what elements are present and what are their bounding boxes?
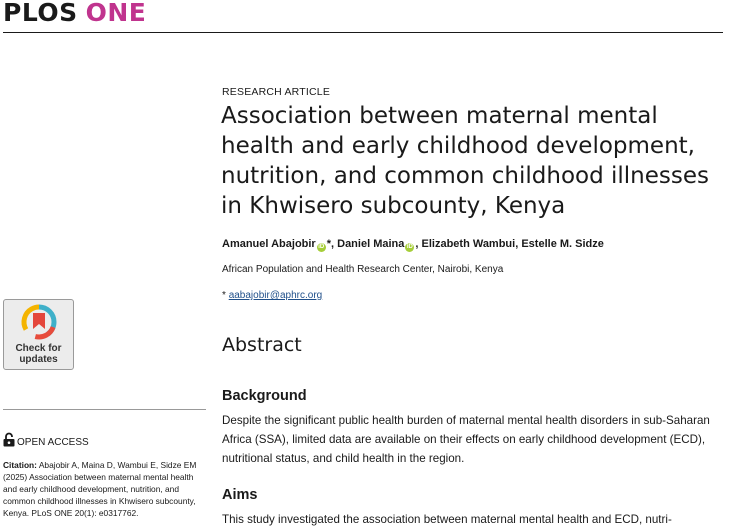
affiliation: African Population and Health Research Center, Nairobi, Kenya	[222, 264, 504, 275]
author-separator: ,	[415, 238, 422, 250]
journal-logo[interactable]	[3, 0, 146, 27]
section-text-aims: This study investigated the association between maternal mental health and ECD, nutri-	[222, 513, 672, 526]
orcid-icon[interactable]: iD	[406, 244, 413, 250]
author-name[interactable]: Estelle M. Sidze	[521, 238, 604, 250]
check-for-updates-label: Check for updates	[15, 343, 62, 365]
corresponding-marker: *	[222, 290, 226, 301]
check-for-updates-icon	[20, 303, 58, 341]
abstract-heading: Abstract	[222, 334, 302, 356]
author-name[interactable]: Elizabeth Wambui	[421, 238, 516, 250]
corresponding-author	[222, 290, 322, 301]
author-name[interactable]: Daniel Maina	[337, 238, 405, 250]
author-separator: *,	[326, 238, 338, 250]
citation-block	[3, 459, 209, 519]
section-heading-background: Background	[222, 388, 307, 404]
citation-label: Citation:	[3, 460, 37, 470]
logo-plos: PLOS	[3, 0, 78, 27]
section-heading-aims: Aims	[222, 487, 258, 503]
check-for-updates-badge[interactable]	[3, 299, 74, 370]
article-title: Association between maternal mental health and early childhood development, nutrition, and common childhood illnesses in Khwisero subcounty, Kenya	[221, 103, 709, 219]
open-lock-icon	[3, 432, 15, 447]
citation-text: Abajobir A, Maina D, Wambui E, Sidze EM (2025) Association between maternal mental health and early childhood development, nutrition, and common childhood illnesses in Khwisero subcounty, Kenya. PLoS ONE 20(1): e0317762.	[3, 460, 197, 518]
header-divider	[3, 32, 723, 33]
open-access-label: OPEN ACCESS	[3, 432, 89, 448]
email-link[interactable]: aabajobir@aphrc.org	[228, 290, 323, 301]
author-separator: ,	[515, 238, 522, 250]
logo-one: ONE	[85, 0, 147, 27]
section-text-background: Despite the significant public health burden of maternal mental health disorders in sub-Saharan Africa (SSA), limited data are available on their effects on early childhood development (ECD), nutritional status, and child health in the region.	[222, 414, 710, 465]
article-type: RESEARCH ARTICLE	[222, 86, 331, 98]
sidebar-divider	[3, 409, 206, 410]
orcid-icon[interactable]: iD	[318, 244, 325, 250]
author-list	[222, 238, 604, 252]
author-name[interactable]: Amanuel Abajobir	[222, 238, 316, 250]
